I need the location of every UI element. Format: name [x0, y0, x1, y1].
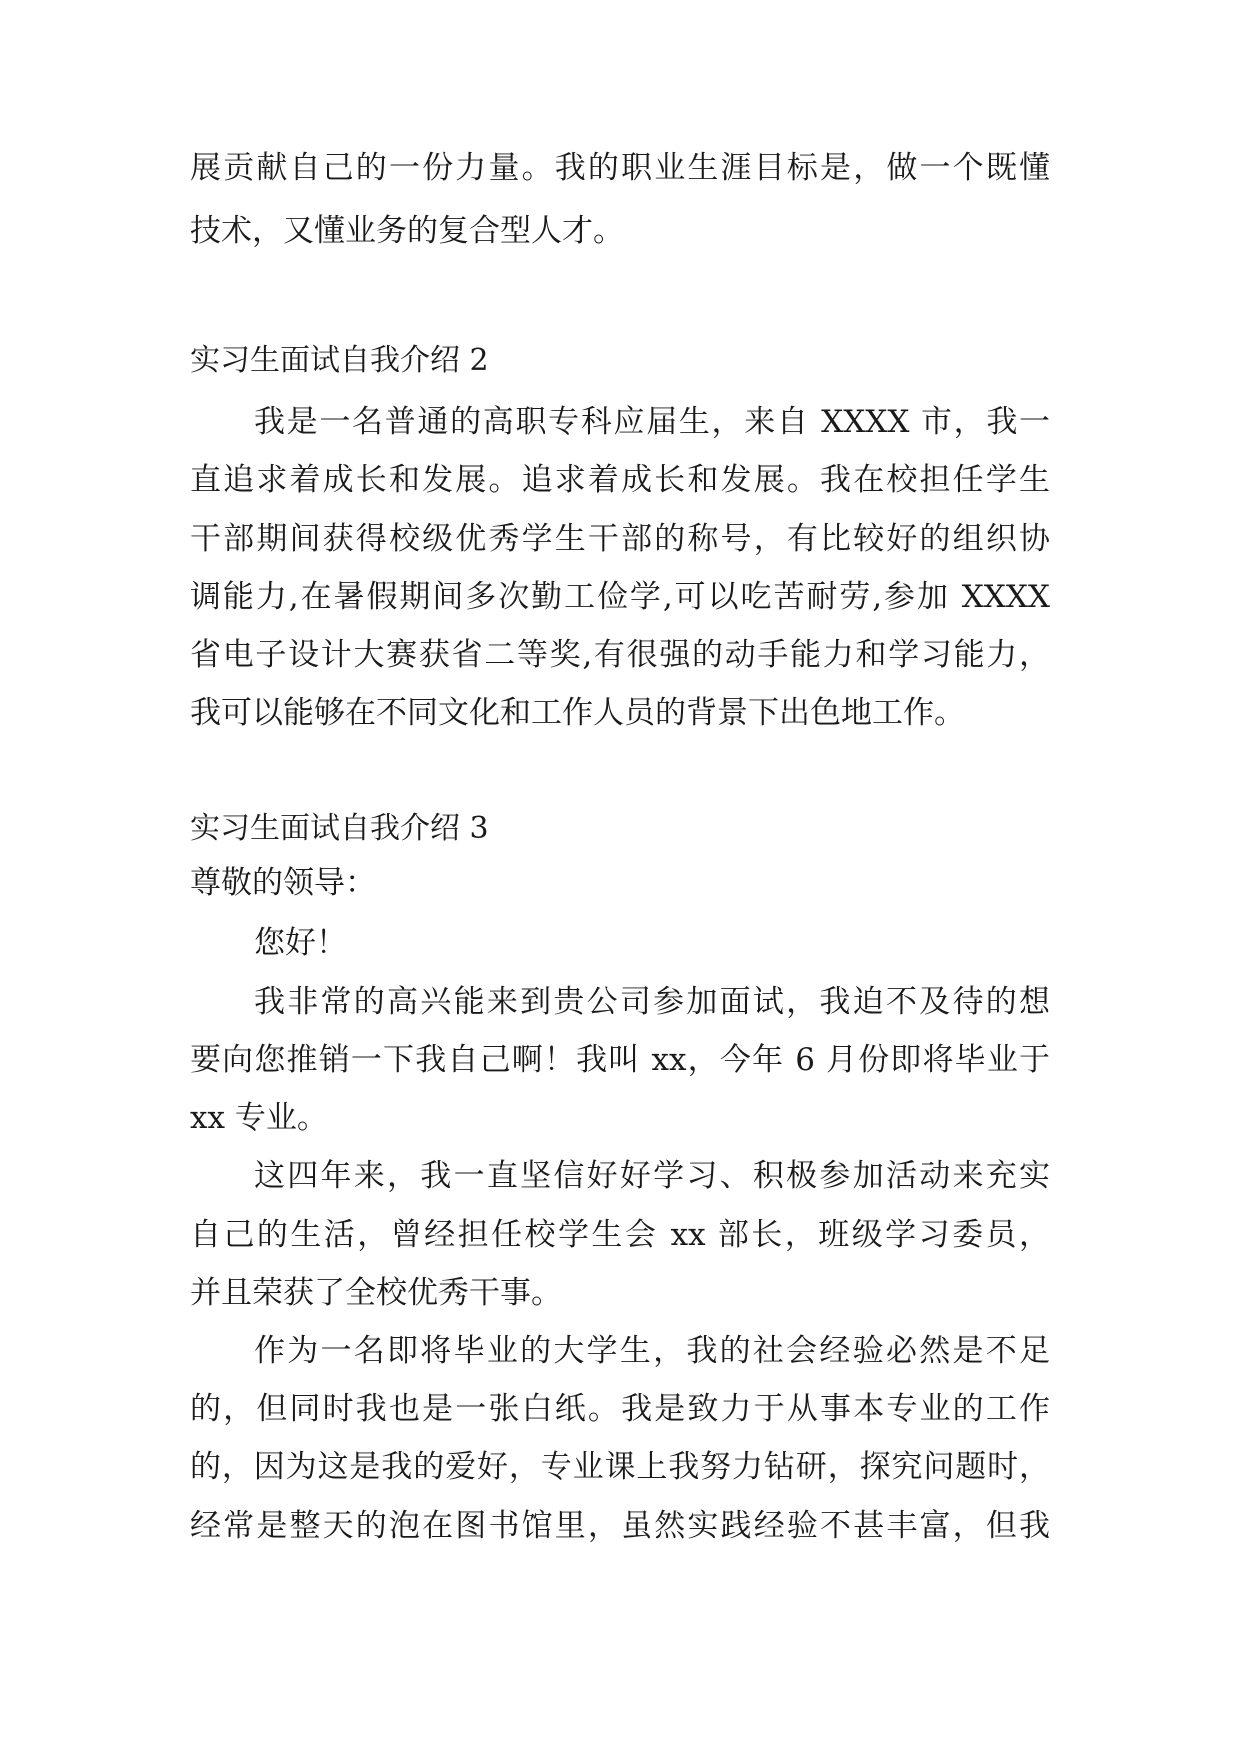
paragraph-line: 展贡献自己的一份力量。我的职业生涯目标是，做一个既懂 [190, 150, 1050, 186]
paragraph-line: xx 专业。 [190, 1100, 328, 1136]
paragraph-line: 省电子设计大赛获省二等奖,有很强的动手能力和学习能力， [190, 637, 1050, 673]
paragraph-line: 干部期间获得校级优秀学生干部的称号，有比较好的组织协 [190, 521, 1050, 557]
paragraph-line: 我是一名普通的高职专科应届生，来自 XXXX 市，我一 [254, 404, 1050, 440]
paragraph-line: 经常是整天的泡在图书馆里，虽然实践经验不甚丰富，但我 [190, 1508, 1050, 1544]
greeting: 您好！ [254, 925, 347, 961]
paragraph-line: 直追求着成长和发展。追求着成长和发展。我在校担任学生 [190, 462, 1050, 498]
paragraph-line: 的，但同时我也是一张白纸。我是致力于从事本专业的工作 [190, 1391, 1050, 1427]
paragraph-line: 这四年来，我一直坚信好好学习、积极参加活动来充实 [254, 1158, 1050, 1194]
paragraph-line: 我非常的高兴能来到贵公司参加面试，我迫不及待的想 [254, 984, 1050, 1020]
paragraph-line: 并且荣获了全校优秀干事。 [190, 1275, 562, 1311]
paragraph-line: 作为一名即将毕业的大学生，我的社会经验必然是不足 [254, 1333, 1050, 1369]
section-heading-2: 实习生面试自我介绍 2 [190, 343, 489, 378]
paragraph-line: 调能力,在暑假期间多次勤工俭学,可以吃苦耐劳,参加 XXXX [190, 579, 1050, 615]
paragraph-line: 要向您推销一下我自己啊！我叫 xx，今年 6 月份即将毕业于 [190, 1042, 1050, 1078]
paragraph-line: 的，因为这是我的爱好，专业课上我努力钻研，探究问题时， [190, 1449, 1050, 1485]
salutation: 尊敬的领导： [190, 865, 376, 901]
paragraph-line: 技术，又懂业务的复合型人才。 [190, 213, 624, 249]
paragraph-line: 自己的生活，曾经担任校学生会 xx 部长，班级学习委员， [190, 1217, 1050, 1253]
paragraph-line: 我可以能够在不同文化和工作人员的背景下出色地工作。 [190, 695, 965, 731]
section-heading-3: 实习生面试自我介绍 3 [190, 811, 489, 846]
